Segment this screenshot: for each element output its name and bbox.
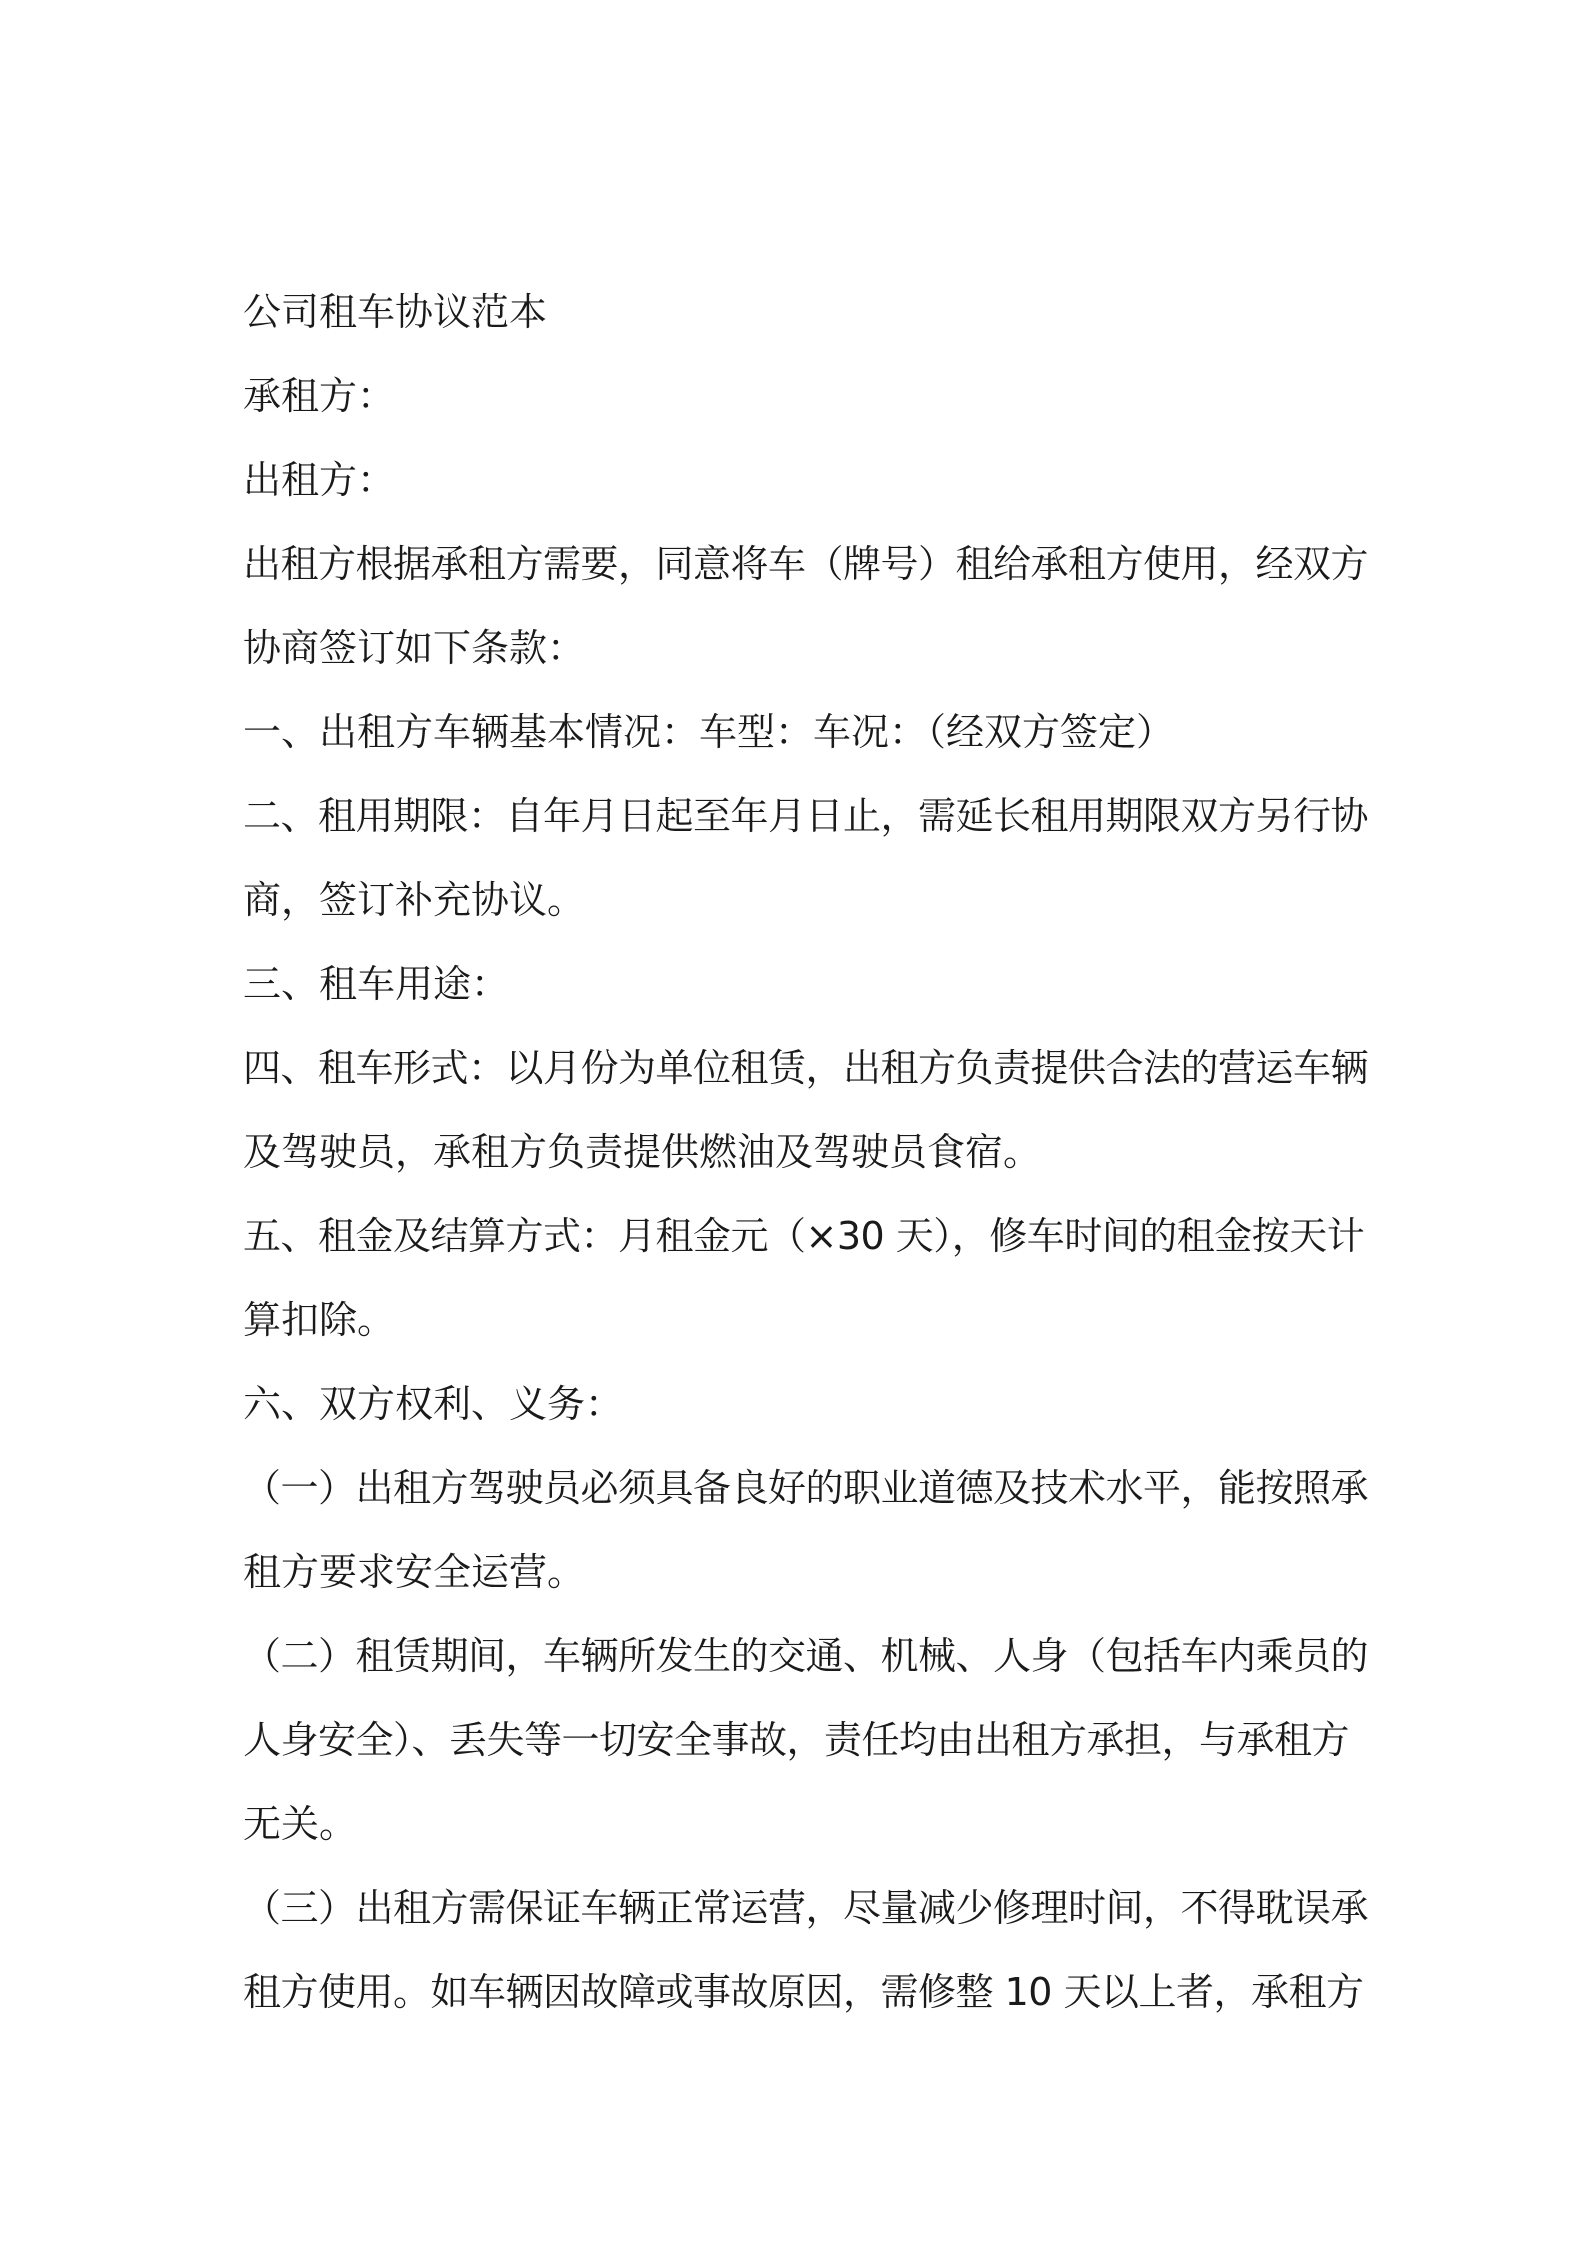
subclause-3-line: 租方使用。如车辆因故障或事故原因，需修整 10 天以上者，承租方	[243, 1970, 1364, 2014]
clause-4-line: 四、租车形式：以月份为单位租赁，出租方负责提供合法的营运车辆	[243, 1046, 1369, 1090]
clause-6-line: 六、双方权利、义务：	[243, 1382, 624, 1426]
paragraph-line: 协商签订如下条款：	[243, 626, 586, 670]
subclause-2-line: 无关。	[243, 1802, 358, 1846]
clause-5-line: 五、租金及结算方式：月租金元（×30 天），修车时间的租金按天计	[243, 1214, 1365, 1258]
paragraph-line: 出租方根据承租方需要，同意将车（牌号）租给承租方使用，经双方	[243, 542, 1369, 586]
subclause-1-line: （一）出租方驾驶员必须具备良好的职业道德及技术水平，能按照承	[243, 1466, 1369, 1510]
lessor-line: 出租方：	[243, 458, 396, 502]
clause-2-line: 商，签订补充协议。	[243, 878, 586, 922]
clause-5-line: 算扣除。	[243, 1298, 396, 1342]
subclause-1-line: 租方要求安全运营。	[243, 1550, 586, 1594]
clause-3-line: 三、租车用途：	[243, 962, 510, 1006]
document-body	[243, 270, 1369, 2034]
subclause-3-line: （三）出租方需保证车辆正常运营，尽量减少修理时间，不得耽误承	[243, 1886, 1369, 1930]
clause-1-line: 一、出租方车辆基本情况：车型：车况：（经双方签定）	[243, 710, 1175, 754]
lessee-line: 承租方：	[243, 374, 396, 418]
document-title: 公司租车协议范本	[243, 290, 548, 334]
subclause-2-line: 人身安全）、丢失等一切安全事故，责任均由出租方承担，与承租方	[243, 1718, 1350, 1762]
clause-4-line: 及驾驶员，承租方负责提供燃油及驾驶员食宿。	[243, 1130, 1042, 1174]
subclause-2-line: （二）租赁期间，车辆所发生的交通、机械、人身（包括车内乘员的	[243, 1634, 1369, 1678]
clause-2-line: 二、租用期限：自年月日起至年月日止，需延长租用期限双方另行协	[243, 794, 1369, 838]
